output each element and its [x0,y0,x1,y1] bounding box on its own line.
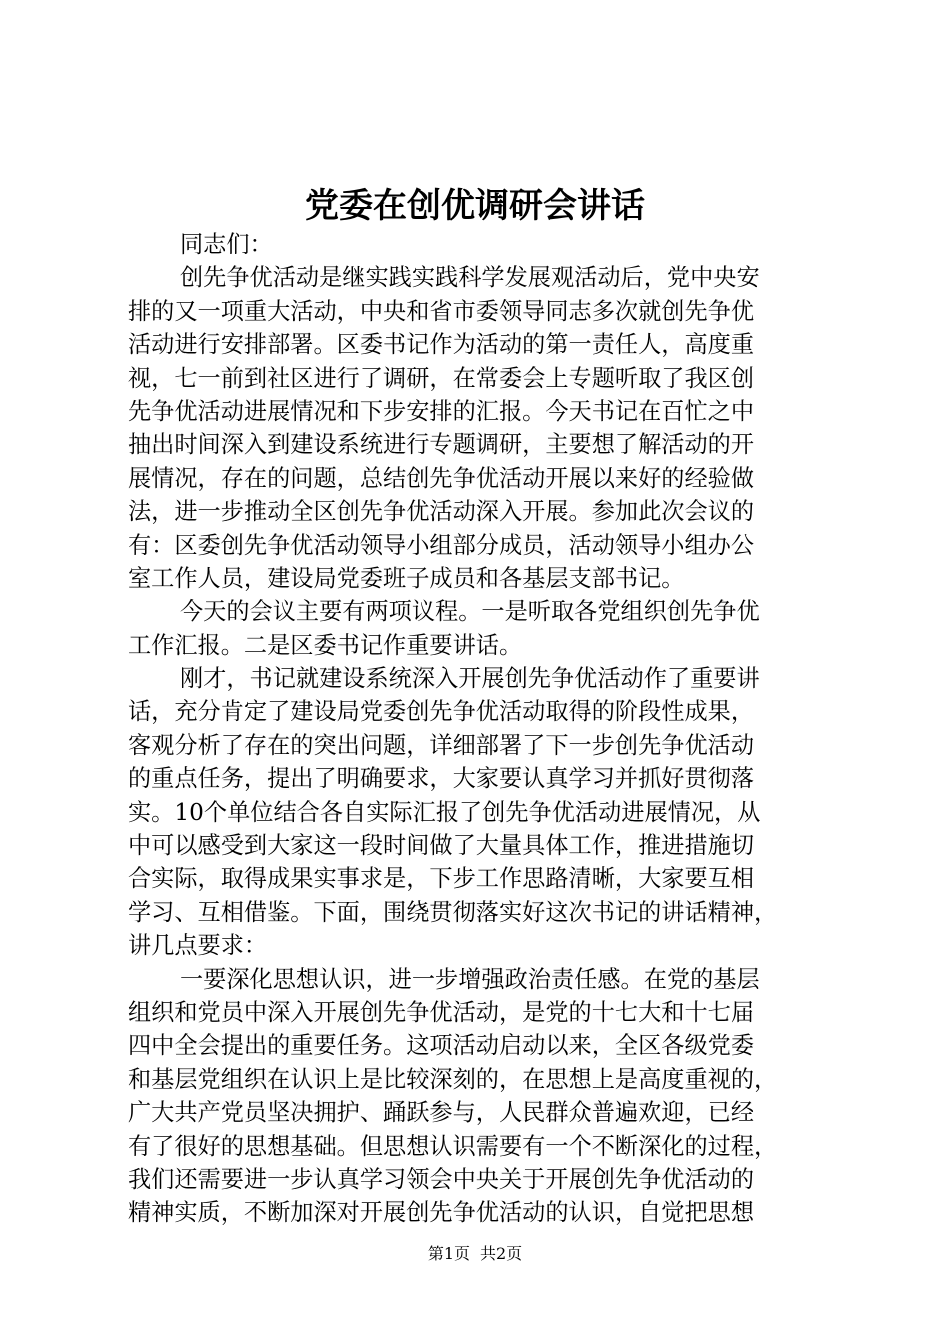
body-line: 展情况，存在的问题，总结创先争优活动开展以来好的经验做 [128,464,755,492]
body-line: 我们还需要进一步认真学习领会中央关于开展创先争优活动的 [128,1165,755,1193]
salutation-line: 同志们： [180,231,273,258]
body-line: 话，充分肯定了建设局党委创先争优活动取得的阶段性成果， [128,698,755,726]
body-line: 和基层党组织在认识上是比较深刻的，在思想上是高度重视的， [128,1065,778,1093]
body-line: 室工作人员，建设局党委班子成员和各基层支部书记。 [128,564,685,592]
page-footer [0,1243,950,1265]
body-line: 一要深化思想认识，进一步增强政治责任感。在党的基层 [180,965,760,993]
body-line: 广大共产党员坚决拥护、踊跃参与，人民群众普遍欢迎，已经 [128,1099,755,1127]
body-line: 排的又一项重大活动，中央和省市委领导同志多次就创先争优 [128,297,755,325]
body-line: 创先争优活动是继实践实践科学发展观活动后，党中央安 [180,264,760,292]
document-title: 党委在创优调研会讲话 [305,186,645,226]
document-body [128,228,836,1230]
body-line: 客观分析了存在的突出问题，详细部署了下一步创先争优活动 [128,731,755,759]
body-line: 的重点任务，提出了明确要求，大家要认真学习并抓好贯彻落 [128,765,755,793]
page-total: 共2页 [480,1244,523,1263]
body-line: 精神实质，不断加深对开展创先争优活动的认识，自觉把思想 [128,1199,755,1227]
body-line: 合实际，取得成果实事求是，下步工作思路清晰，大家要互相 [128,865,755,893]
body-line: 先争优活动进展情况和下步安排的汇报。今天书记在百忙之中 [128,397,755,425]
body-line: 实。10个单位结合各自实际汇报了创先争优活动进展情况，从 [128,798,761,826]
body-line: 今天的会议主要有两项议程。一是听取各党组织创先争优 [180,598,760,626]
page-number: 第1页 [427,1244,470,1263]
body-line: 工作汇报。二是区委书记作重要讲话。 [128,631,523,659]
body-line: 抽出时间深入到建设系统进行专题调研，主要想了解活动的开 [128,431,755,459]
body-line: 有了很好的思想基础。但思想认识需要有一个不断深化的过程， [128,1132,778,1160]
body-line: 视，七一前到社区进行了调研，在常委会上专题听取了我区创 [128,364,755,392]
body-line: 组织和党员中深入开展创先争优活动，是党的十七大和十七届 [128,998,755,1026]
body-line: 讲几点要求： [128,932,268,960]
body-line: 刚才，书记就建设系统深入开展创先争优活动作了重要讲 [180,665,760,693]
body-line: 法，进一步推动全区创先争优活动深入开展。参加此次会议的 [128,498,755,526]
body-line: 四中全会提出的重要任务。这项活动启动以来，全区各级党委 [128,1032,755,1060]
body-line: 有：区委创先争优活动领导小组部分成员，活动领导小组办公 [128,531,755,559]
body-line: 中可以感受到大家这一段时间做了大量具体工作，推进措施切 [128,832,755,860]
body-line: 学习、互相借鉴。下面，围绕贯彻落实好这次书记的讲话精神， [128,898,778,926]
body-line: 活动进行安排部署。区委书记作为活动的第一责任人，高度重 [128,331,755,359]
